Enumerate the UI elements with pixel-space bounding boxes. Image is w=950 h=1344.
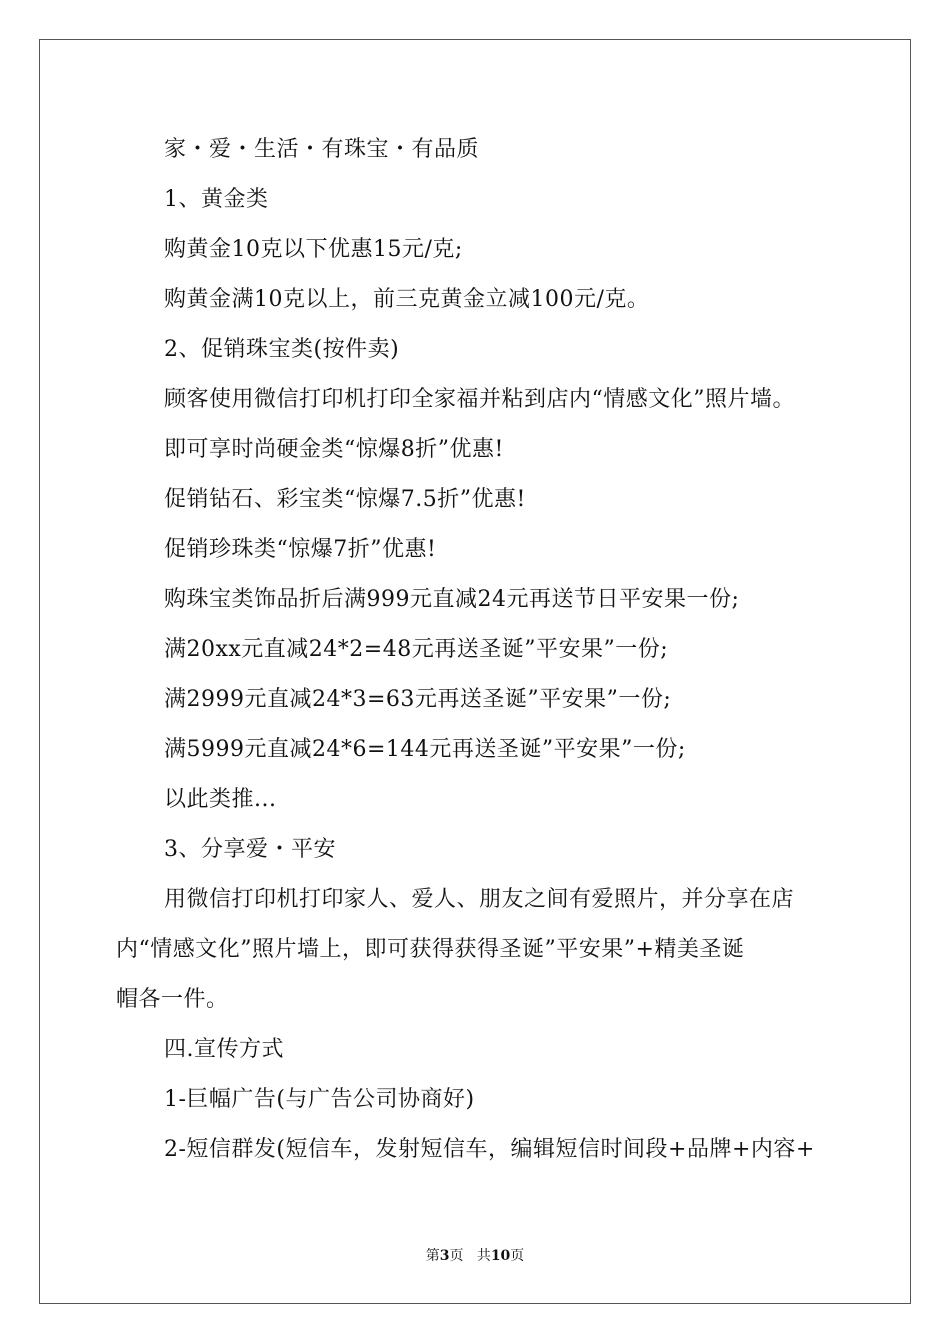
section-heading: 2、促销珠宝类(按件卖) (164, 337, 400, 362)
section-heading: 四.宣传方式 (164, 1037, 284, 1062)
paragraph: 家・爱・生活・有珠宝・有品质 (164, 137, 480, 162)
total-suffix: 页 (510, 1248, 525, 1264)
paragraph-continuation: 帽各一件。 (116, 987, 229, 1012)
paragraph: 满2999元直减24*3=63元再送圣诞”平安果”一份; (164, 687, 672, 712)
page-prefix: 第 (425, 1248, 440, 1264)
paragraph: 以此类推... (164, 787, 277, 812)
page-footer (0, 1247, 950, 1265)
paragraph: 购珠宝类饰品折后满999元直减24元再送节日平安果一份; (164, 587, 740, 612)
page-number: 3 (439, 1248, 450, 1264)
total-prefix: 共 (476, 1248, 491, 1264)
paragraph: 1-巨幅广告(与广告公司协商好) (164, 1087, 475, 1112)
paragraph: 顾客使用微信打印机打印全家福并粘到店内“情感文化”照片墙。 (164, 387, 795, 412)
section-heading: 1、黄金类 (164, 187, 269, 212)
paragraph: 满5999元直减24*6=144元再送圣诞”平安果”一份; (164, 737, 686, 762)
paragraph: 促销钻石、彩宝类“惊爆7.5折”优惠! (164, 487, 526, 512)
paragraph: 2-短信群发(短信车，发射短信车，编辑短信时间段+品牌+内容+ (164, 1137, 815, 1162)
page-suffix: 页 (449, 1248, 464, 1264)
paragraph: 满20xx元直减24*2=48元再送圣诞”平安果”一份; (164, 637, 669, 662)
total-pages: 10 (490, 1248, 511, 1264)
paragraph: 购黄金10克以下优惠15元/克; (164, 237, 463, 262)
paragraph: 购黄金满10克以上，前三克黄金立减100元/克。 (164, 287, 650, 312)
paragraph: 促销珍珠类“惊爆7折”优惠! (164, 537, 437, 562)
paragraph-continuation: 内“情感文化”照片墙上，即可获得获得圣诞”平安果”+精美圣诞 (116, 937, 745, 962)
paragraph: 用微信打印机打印家人、爱人、朋友之间有爱照片，并分享在店 (164, 887, 795, 912)
paragraph: 即可享时尚硬金类“惊爆8折”优惠! (164, 437, 504, 462)
section-heading: 3、分享爱・平安 (164, 837, 336, 862)
